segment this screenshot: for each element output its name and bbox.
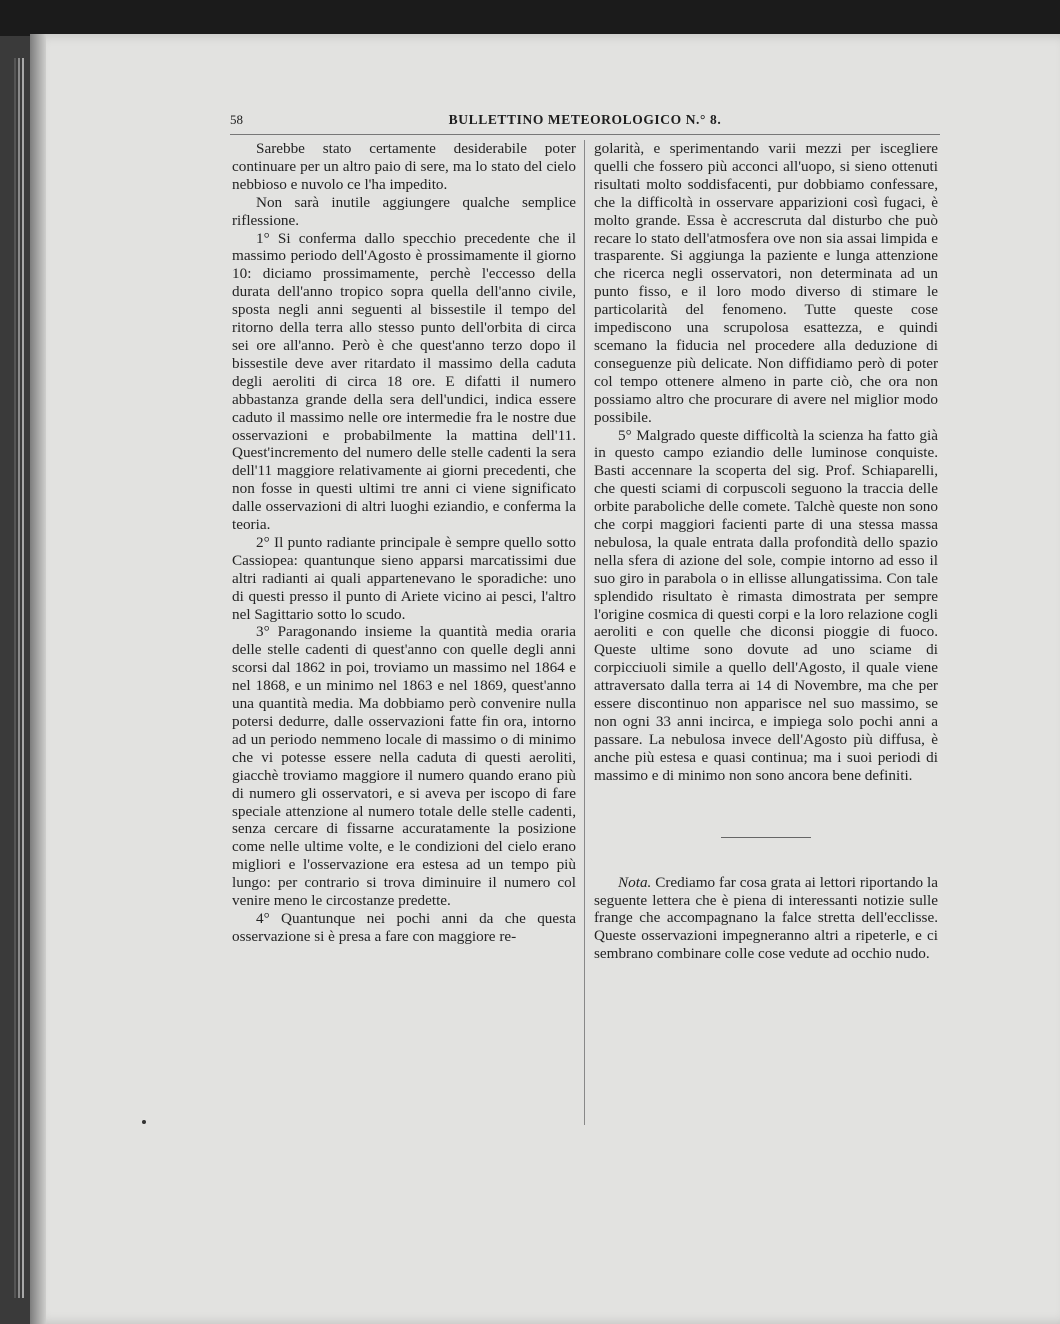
paragraph: golarità, e sperimentando varii mezzi per isceglierе quelli che fossero più acconci all'uopo, si sieno ottenuti risultati molto soddisfacenti, pur dobbiamo confessare, che la difficoltà in osservare apparizioni così fugaci, è molto grande. Essa è accrescruta dal disturbo che può recare lo stato dell'atmosfera ove non sia assai limpida e trasparente. Si aggiunga la paziente e lunga attenzione che ricerca negli osservatori, non determinata ad un punto fisso, e il loro modo diverso di stimare le particolarità del fenomeno. Tutte queste cose impediscono una scrupolosa esattezza, e quindi scemano la fiducia nel procedere alla deduzione di conseguenze più delicate. Non diffidiamo però di poter col tempo ottenere almeno in parte ciò, che ora non possiamo altro che procurare di avere nel miglior modo possibile.: [594, 140, 938, 426]
running-title: BULLETTINO METEOROLOGICO N.° 8.: [448, 112, 722, 127]
paragraph: Sarebbe stato certamente desiderabile poter continuare per un altro paio di sere, ma lo stato del cielo nebbioso e nuvolo ce l'ha impedito.: [232, 140, 576, 193]
page-number: 58: [230, 112, 243, 127]
header-rule: [230, 134, 940, 135]
paragraph: 4° Quantunque nei pochi anni da che questa osservazione si è presa a fare con maggiore re-: [232, 909, 576, 945]
paragraph: 2° Il punto radiante principale è sempre quello sotto Cassiopea: quantunque sieno apparsi marcatissimi due altri radianti ai quali appartenevano le sporadiche: uno di questi presso il punto di Ariete vicino ai pesci, l'altro nel Sagittario sotto lo scudo.: [232, 533, 576, 623]
paragraph: Non sarà inutile aggiungere qualche semplice riflessione.: [232, 193, 576, 229]
right-column-body: [594, 140, 938, 785]
scan-top-band: [0, 0, 1060, 36]
nota-label: Nota.: [618, 873, 652, 891]
paragraph: 3° Paragonando insieme la quantità media oraria delle stelle cadenti di quest'anno con quelle degli anni scorsi dal 1862 in poi, troviamo un massimo nel 1864 e nel 1868, e un minimo nel 1863 e nel 1869, quest'anno una quantità media. Ma dobbiamo però convenire nulla potersi dedurre, dalle osservazioni fatte fin ora, intorno ad un periodo nemmeno locale di massimo o di minimo che vi potesse essere nella caduta di questi aeroliti, giacchè troviamo maggiore il numero quando erano più di numero gli osservatori, e si aveva per iscopo di fare speciale attenzione al numero totale delle stelle cadenti, senza cercare di fissarne accuratamente la posizione come nelle ultime volte, e le condizioni del cielo erano migliori e l'osservazione era estesa ad un tempo più lungo: per contrario si trova diminuire il numero col venire meno le circostanze predette.: [232, 623, 576, 910]
section-separator: [721, 837, 811, 838]
nota-paragraph: [594, 874, 938, 964]
page-header: [230, 112, 940, 136]
right-column: [594, 140, 938, 963]
page-edge-stack: [14, 58, 16, 1298]
left-column: [232, 140, 576, 946]
paragraph: 5° Malgrado queste difficoltà la scienza ha fatto già in questo campo eziandio delle luminose conquiste. Basti accennare la scoperta del sig. Prof. Schiaparelli, che questi sciami di corpuscoli seguono la traccia delle orbite paraboliche delle comete. Talchè queste non sono che corpi maggiori facienti parte di una stessa massa nebulosa, la quale entrata dalla profondità dello spazio nella sfera di azione del sole, compie intorno ad esso il suo giro in parabola o in ellisse allungatissima. Con tale splendido risultato è rimasta dimostrata per sempre l'origine cosmica di questi corpi e la loro relazione cogli aeroliti e con quelle che diconsi pioggie di fuoco. Queste ultime sono dovute ad uno sciame di corpicciuoli simile a quello dell'Agosto, il quale viene attraversato dalla terra ai 14 di Novembre, ma che per essere discontinuo non apparisce nel suo massimo, se non ogni 33 anni incirca, e impiega solo pochi anni a passare. La nebulosa invece dell'Agosto più diffusa, è anche più estesa e quasi continua; ma i suoi periodi di massimo e di minimo non sono ancora bene definiti.: [594, 426, 938, 784]
nota-text: Crediamo far cosa grata ai lettori riportando la seguente lettera che è piena di interessanti notizie sulle frange che accompagnano la falce stretta dell'ecclisse. Queste osservazioni impegneranno altri a ripeterle, e ci sembrano combinare colle cose vedute ad occhio nudo.: [594, 873, 938, 963]
column-divider: [584, 140, 585, 1125]
paragraph: 1° Si conferma dallo specchio precedente che il massimo periodo dell'Agosto è prossimamente il giorno 10: diciamo prossimamente, perchè l'eccesso della durata dell'anno tropico sopra quella dell'anno civile, sposta negli anni seguenti al bissestile il tempo del ritorno della terra allo stesso punto dell'orbita di circa sei ore all'anno. Però è che quest'anno terzo dopo il bissestile deve aver ritardato il massimo della caduta degli aeroliti di circa 18 ore. E difatti il numero abbastanza grande della sera dell'undici, indica essere caduto il massimo nelle ore intermedie fra le nostre due osservazioni e probabilmente la mattina dell'11. Quest'incremento del numero delle stelle cadenti la sera dell'11 maggiore relativamente ai giorni precedenti, che non fosse in questi ultimi tre anni ci viene significato dalle osservazioni di altri luoghi eziandio, e conferma la teoria.: [232, 229, 576, 534]
margin-dot: [142, 1120, 146, 1124]
